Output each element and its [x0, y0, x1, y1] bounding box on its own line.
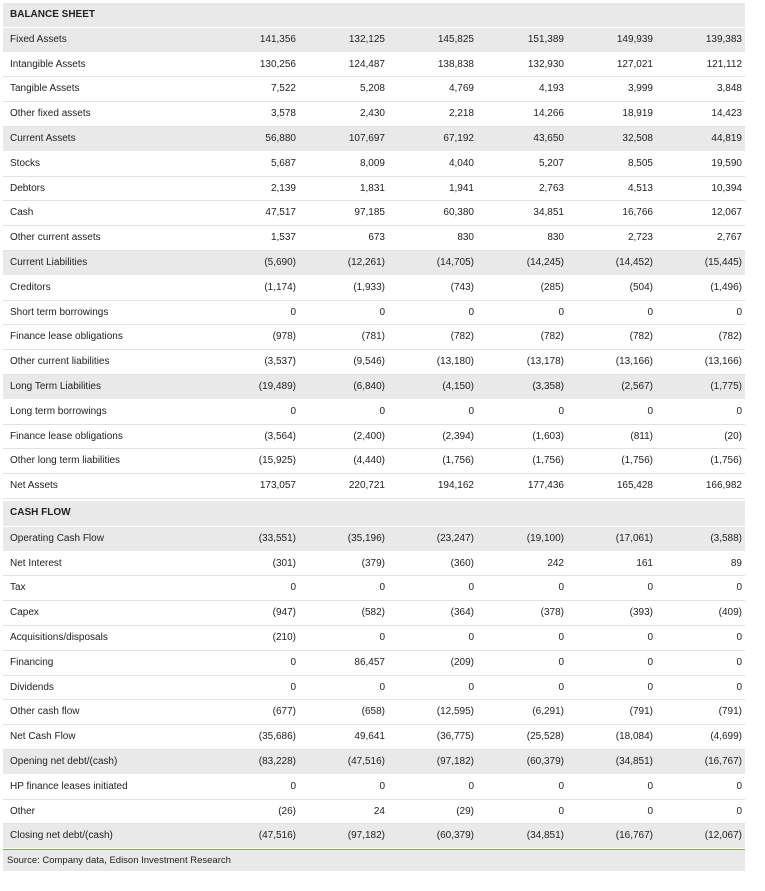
row-value: 0: [558, 631, 564, 643]
row-value: 0: [290, 780, 296, 792]
row-value: (1,603): [532, 430, 564, 442]
row-label: Closing net debt/(cash): [10, 830, 113, 842]
row-label: Creditors: [10, 281, 51, 293]
row-value: 107,697: [348, 132, 385, 144]
table-row: [3, 325, 745, 350]
row-value: 12,067: [711, 207, 742, 219]
row-label: Financing: [10, 656, 54, 668]
row-label: HP finance leases initiated: [10, 780, 128, 792]
table-row: [3, 28, 745, 53]
row-value: (4,440): [353, 455, 385, 467]
row-value: 1,537: [270, 232, 296, 244]
row-value: (3,588): [710, 532, 742, 544]
row-value: 141,356: [259, 33, 296, 45]
row-value: (3,537): [264, 356, 296, 368]
row-value: (5,690): [264, 256, 296, 268]
row-value: 7,522: [270, 83, 296, 95]
row-value: (3,564): [264, 430, 296, 442]
row-value: 0: [290, 582, 296, 594]
row-value: 0: [379, 631, 385, 643]
row-value: 24: [373, 805, 385, 817]
row-value: 1,941: [448, 182, 474, 194]
row-label: Long term borrowings: [10, 405, 107, 417]
row-value: (4,699): [710, 731, 742, 743]
row-value: (15,445): [704, 256, 742, 268]
row-label: Current Assets: [10, 132, 76, 144]
row-label: Net Assets: [10, 480, 58, 492]
balance-sheet-header: [3, 3, 745, 28]
row-value: 0: [468, 681, 474, 693]
row-value: 89: [730, 557, 742, 569]
table-row: [3, 375, 745, 400]
row-value: (34,851): [526, 830, 564, 842]
table-row: [3, 651, 745, 676]
row-value: (23,247): [436, 532, 474, 544]
row-label: Long Term Liabilities: [10, 380, 101, 392]
row-value: (16,767): [704, 755, 742, 767]
row-value: (34,851): [615, 755, 653, 767]
row-value: 0: [647, 631, 653, 643]
row-value: (301): [272, 557, 296, 569]
row-value: 0: [290, 405, 296, 417]
row-value: (35,686): [258, 731, 296, 743]
financial-table: [3, 3, 745, 867]
row-label: Fixed Assets: [10, 33, 67, 45]
row-value: 3,999: [627, 83, 653, 95]
row-value: (782): [450, 331, 474, 343]
row-value: (2,400): [353, 430, 385, 442]
row-value: 18,919: [622, 108, 653, 120]
table-row: [3, 53, 745, 78]
row-value: (947): [272, 607, 296, 619]
section-title: BALANCE SHEET: [10, 9, 96, 20]
row-value: (360): [450, 557, 474, 569]
row-value: (378): [540, 607, 564, 619]
row-value: (12,067): [704, 830, 742, 842]
row-value: 97,185: [354, 207, 385, 219]
row-value: 32,508: [622, 132, 653, 144]
row-value: 166,982: [705, 480, 742, 492]
balance-sheet-rows: [3, 28, 745, 499]
row-value: 8,505: [627, 157, 653, 169]
row-label: Dividends: [10, 681, 54, 693]
row-label: Other current assets: [10, 232, 101, 244]
row-value: (13,178): [526, 356, 564, 368]
row-value: 0: [290, 656, 296, 668]
row-value: (25,528): [526, 731, 564, 743]
row-value: (364): [450, 607, 474, 619]
row-value: (47,516): [258, 830, 296, 842]
row-label: Cash: [10, 207, 34, 219]
row-value: 0: [736, 306, 742, 318]
row-value: 130,256: [259, 58, 296, 70]
row-value: 3,578: [270, 108, 296, 120]
table-row: [3, 474, 745, 499]
row-value: 173,057: [259, 480, 296, 492]
row-value: (1,174): [264, 281, 296, 293]
row-label: Operating Cash Flow: [10, 532, 104, 544]
row-label: Acquisitions/disposals: [10, 631, 108, 643]
row-value: (14,705): [436, 256, 474, 268]
row-value: 56,880: [265, 132, 296, 144]
table-row: [3, 725, 745, 750]
row-value: (504): [629, 281, 653, 293]
row-value: (12,261): [347, 256, 385, 268]
row-label: Net Cash Flow: [10, 731, 76, 743]
row-value: 0: [468, 405, 474, 417]
table-row: [3, 676, 745, 701]
table-row: [3, 576, 745, 601]
row-value: (20): [724, 430, 742, 442]
row-value: 0: [468, 631, 474, 643]
table-row: [3, 775, 745, 800]
row-value: 2,218: [448, 108, 474, 120]
row-value: 161: [636, 557, 653, 569]
row-value: 151,389: [527, 33, 564, 45]
table-row: [3, 425, 745, 450]
row-value: (677): [272, 706, 296, 718]
table-row: [3, 152, 745, 177]
row-value: 127,021: [616, 58, 653, 70]
table-row: [3, 400, 745, 425]
row-value: (15,925): [258, 455, 296, 467]
row-value: (14,452): [615, 256, 653, 268]
row-label: Other cash flow: [10, 706, 80, 718]
table-row: [3, 601, 745, 626]
row-value: 0: [736, 656, 742, 668]
row-value: 0: [736, 582, 742, 594]
row-value: 44,819: [711, 132, 742, 144]
row-value: (26): [278, 805, 296, 817]
row-value: 60,380: [443, 207, 474, 219]
row-value: 5,207: [538, 157, 564, 169]
row-value: 0: [558, 780, 564, 792]
row-value: 0: [468, 582, 474, 594]
row-value: (83,228): [258, 755, 296, 767]
row-value: 10,394: [711, 182, 742, 194]
table-row: [3, 700, 745, 725]
row-value: 4,513: [627, 182, 653, 194]
row-value: (1,933): [353, 281, 385, 293]
row-value: 0: [736, 405, 742, 417]
row-value: (13,166): [615, 356, 653, 368]
table-row: [3, 127, 745, 152]
row-value: 0: [558, 656, 564, 668]
row-value: 0: [558, 306, 564, 318]
row-value: (1,775): [710, 380, 742, 392]
row-value: (791): [718, 706, 742, 718]
row-value: 34,851: [533, 207, 564, 219]
row-value: (47,516): [347, 755, 385, 767]
row-label: Other long term liabilities: [10, 455, 121, 467]
row-value: (3,358): [532, 380, 564, 392]
row-value: (60,379): [526, 755, 564, 767]
row-value: 0: [379, 780, 385, 792]
row-value: 138,838: [437, 58, 474, 70]
row-value: 0: [647, 656, 653, 668]
row-value: (13,166): [704, 356, 742, 368]
row-value: (2,567): [621, 380, 653, 392]
row-value: 132,930: [527, 58, 564, 70]
row-value: (29): [456, 805, 474, 817]
row-value: 145,825: [437, 33, 474, 45]
row-label: Other: [10, 805, 36, 817]
row-value: 0: [736, 631, 742, 643]
row-value: 14,423: [711, 108, 742, 120]
row-value: 0: [379, 582, 385, 594]
row-value: 4,040: [448, 157, 474, 169]
row-value: 8,009: [359, 157, 385, 169]
row-value: 5,687: [270, 157, 296, 169]
row-value: 0: [290, 681, 296, 693]
row-value: (782): [629, 331, 653, 343]
row-value: (379): [361, 557, 385, 569]
row-label: Finance lease obligations: [10, 331, 123, 343]
table-row: [3, 350, 745, 375]
row-value: 4,769: [448, 83, 474, 95]
row-value: (4,150): [442, 380, 474, 392]
row-value: (743): [450, 281, 474, 293]
row-value: 0: [647, 780, 653, 792]
row-value: (1,496): [710, 281, 742, 293]
row-label: Other current liabilities: [10, 356, 110, 368]
row-value: (782): [540, 331, 564, 343]
row-value: 165,428: [616, 480, 653, 492]
row-value: (12,595): [436, 706, 474, 718]
row-value: 0: [647, 805, 653, 817]
row-value: 0: [290, 306, 296, 318]
row-label: Net Interest: [10, 557, 62, 569]
row-value: (811): [630, 430, 653, 442]
row-value: 0: [468, 306, 474, 318]
table-row: [3, 800, 745, 825]
row-label: Opening net debt/(cash): [10, 755, 118, 767]
row-value: 2,723: [627, 232, 653, 244]
row-value: 0: [647, 306, 653, 318]
table-row: [3, 102, 745, 127]
row-value: 14,266: [533, 108, 564, 120]
table-row: [3, 226, 745, 251]
table-row: [3, 177, 745, 202]
row-value: (1,756): [621, 455, 653, 467]
row-value: 0: [379, 306, 385, 318]
row-value: 49,641: [354, 731, 385, 743]
row-value: (781): [361, 331, 385, 343]
row-value: (978): [272, 331, 296, 343]
row-label: Tangible Assets: [10, 83, 80, 95]
row-value: 121,112: [706, 58, 742, 70]
row-value: 19,590: [711, 157, 742, 169]
row-value: 0: [379, 405, 385, 417]
table-row: [3, 626, 745, 651]
row-value: 124,487: [348, 58, 385, 70]
table-row: [3, 750, 745, 775]
row-value: 242: [547, 557, 564, 569]
row-value: 830: [547, 232, 564, 244]
row-value: (1,756): [710, 455, 742, 467]
row-label: Capex: [10, 607, 39, 619]
row-label: Other fixed assets: [10, 108, 91, 120]
row-value: (18,084): [615, 731, 653, 743]
row-value: (210): [272, 631, 296, 643]
row-label: Intangible Assets: [10, 58, 86, 70]
row-value: 5,208: [359, 83, 385, 95]
row-label: Short term borrowings: [10, 306, 109, 318]
row-label: Tax: [10, 582, 26, 594]
row-value: (60,379): [436, 830, 474, 842]
row-label: Stocks: [10, 157, 41, 169]
row-value: (35,196): [347, 532, 385, 544]
row-value: (285): [540, 281, 564, 293]
row-value: (97,182): [347, 830, 385, 842]
row-value: (6,840): [353, 380, 385, 392]
row-value: 3,848: [716, 83, 742, 95]
row-value: 2,430: [359, 108, 385, 120]
row-value: (17,061): [615, 532, 653, 544]
row-value: (97,182): [436, 755, 474, 767]
row-value: 0: [468, 780, 474, 792]
row-value: 0: [736, 805, 742, 817]
row-value: (14,245): [526, 256, 564, 268]
row-value: (582): [361, 607, 385, 619]
cash-flow-header: [3, 501, 745, 527]
row-label: Current Liabilities: [10, 256, 88, 268]
table-row: [3, 276, 745, 301]
row-value: (13,180): [436, 356, 474, 368]
row-value: 1,831: [359, 182, 385, 194]
section-title: CASH FLOW: [10, 506, 71, 518]
row-value: 4,193: [538, 83, 564, 95]
row-value: 0: [736, 681, 742, 693]
row-value: (19,489): [258, 380, 296, 392]
row-value: 0: [736, 780, 742, 792]
table-row: [3, 527, 745, 552]
row-value: (16,767): [615, 830, 653, 842]
row-value: (658): [361, 706, 385, 718]
cash-flow-rows: [3, 527, 745, 849]
row-value: 177,436: [527, 480, 564, 492]
row-value: 132,125: [348, 33, 385, 45]
table-row: [3, 824, 745, 849]
row-value: 0: [647, 405, 653, 417]
row-value: 67,192: [443, 132, 474, 144]
row-value: (409): [718, 607, 742, 619]
row-value: (393): [629, 607, 653, 619]
table-row: [3, 77, 745, 102]
row-value: (33,551): [258, 532, 296, 544]
source-text: Source: Company data, Edison Investment Research: [7, 855, 231, 867]
row-value: 0: [647, 582, 653, 594]
source-footnote: [3, 849, 745, 871]
row-value: (782): [718, 331, 742, 343]
row-value: 47,517: [265, 207, 296, 219]
row-value: (19,100): [526, 532, 564, 544]
row-value: 2,763: [538, 182, 564, 194]
table-row: [3, 251, 745, 276]
row-value: (209): [450, 656, 474, 668]
row-label: Debtors: [10, 182, 46, 194]
row-value: (1,756): [532, 455, 564, 467]
table-row: [3, 449, 745, 474]
table-row: [3, 301, 745, 326]
row-value: 16,766: [622, 207, 653, 219]
row-value: 86,457: [354, 656, 385, 668]
row-value: 0: [647, 681, 653, 693]
row-value: (36,775): [436, 731, 474, 743]
row-value: 0: [558, 582, 564, 594]
row-value: 0: [558, 805, 564, 817]
row-value: 43,650: [533, 132, 564, 144]
row-value: 2,767: [716, 232, 742, 244]
row-value: (6,291): [532, 706, 564, 718]
row-value: 0: [558, 681, 564, 693]
row-value: 0: [379, 681, 385, 693]
row-value: 0: [558, 405, 564, 417]
row-value: 2,139: [270, 182, 296, 194]
row-value: 830: [457, 232, 474, 244]
row-value: (2,394): [442, 430, 474, 442]
table-row: [3, 201, 745, 226]
row-value: 220,721: [348, 480, 385, 492]
row-value: (1,756): [442, 455, 474, 467]
row-value: (9,546): [353, 356, 385, 368]
row-label: Finance lease obligations: [10, 430, 123, 442]
row-value: 139,383: [705, 33, 742, 45]
row-value: 149,939: [616, 33, 653, 45]
row-value: 673: [368, 232, 385, 244]
row-value: 194,162: [437, 480, 474, 492]
row-value: (791): [629, 706, 653, 718]
table-row: [3, 552, 745, 577]
